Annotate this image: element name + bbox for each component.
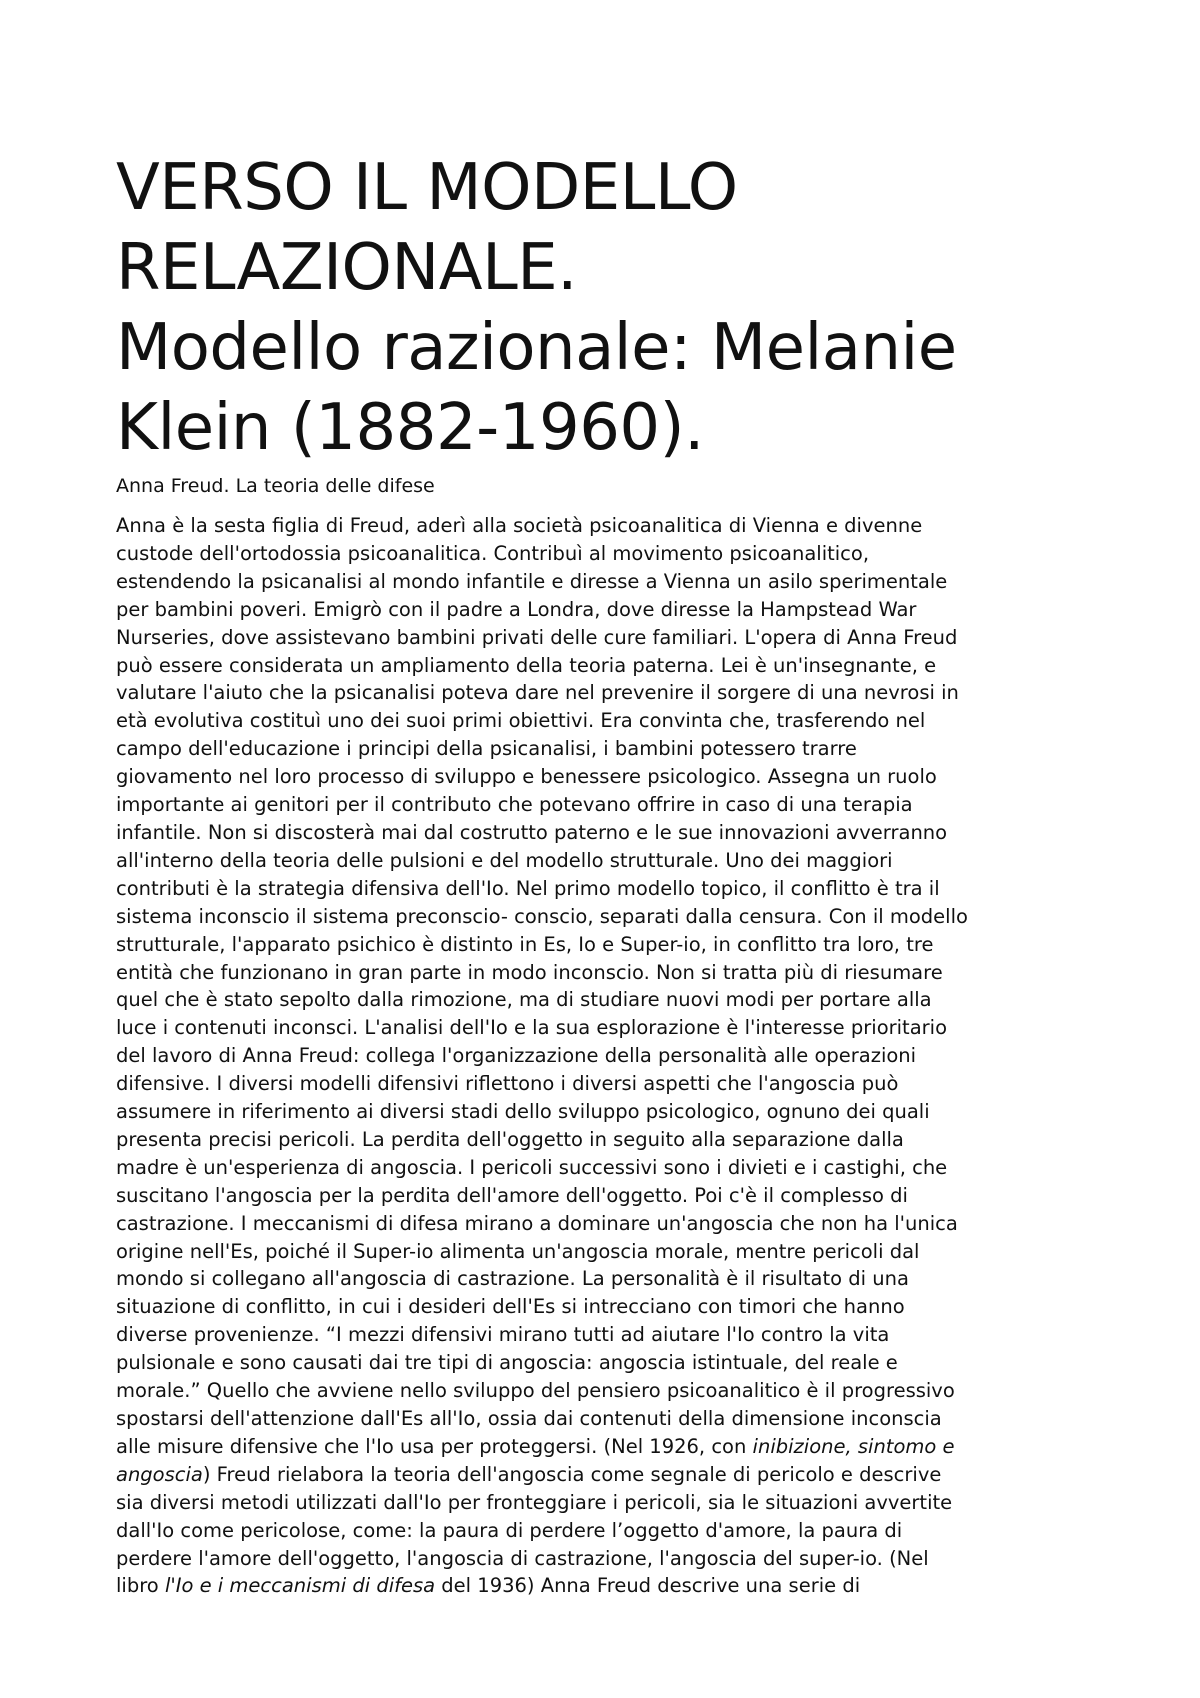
text-run: origine nell'Es, poiché il Super-io alimenta un'angoscia morale, mentre pericoli dal [116,1239,920,1263]
text-run: pulsionale e sono causati dai tre tipi di angoscia: angoscia istintuale, del reale e [116,1351,898,1375]
text-line [116,1293,1102,1321]
text-line [116,1126,1102,1154]
text-run: entità che funzionano in gran parte in modo inconscio. Non si tratta più di riesumare [116,960,943,984]
text-line [116,1014,1102,1042]
text-line [116,1517,1102,1545]
text-line [116,1461,1102,1489]
text-run: Anna è la sesta figlia di Freud, aderì alla società psicoanalitica di Vienna e divenne [116,514,923,537]
text-line [116,1182,1102,1210]
text-line [116,1070,1102,1098]
text-line [116,707,1102,735]
text-run: Nurseries, dove assistevano bambini privati delle cure familiari. L'opera di Anna Freud [116,625,958,649]
text-line [116,1210,1102,1238]
text-line [116,735,1102,763]
text-run: morale.” Quello che avviene nello sviluppo del pensiero psicoanalitico è il progressivo [116,1379,955,1403]
text-line [116,540,1102,568]
text-run: ) Freud rielabora la teoria dell'angoscia come segnale di pericolo e descrive [202,1462,942,1486]
body-paragraph [116,512,1102,1600]
text-run: contributi è la strategia difensiva dell'Io. Nel primo modello topico, il conflitto è tra il [116,876,940,900]
text-run: età evolutiva costituì uno dei suoi primi obiettivi. Era convinta che, trasferendo nel [116,709,926,733]
text-line [116,1154,1102,1182]
text-line [116,875,1102,903]
text-run: infantile. Non si discosterà mai dal costrutto paterno e le sue innovazioni avverranno [116,820,948,844]
text-run: castrazione. I meccanismi di difesa mirano a dominare un'angoscia che non ha l'unica [116,1211,958,1235]
text-line [116,1572,1102,1600]
text-line [116,1321,1102,1349]
text-line [116,986,1102,1014]
text-run: giovamento nel loro processo di sviluppo e benessere psicologico. Assegna un ruolo [116,765,937,789]
text-run: libro [116,1574,165,1598]
title-line: VERSO IL MODELLO [116,151,738,225]
text-line [116,819,1102,847]
italic-text-run: angoscia [116,1462,203,1486]
text-line [116,1238,1102,1266]
text-run: quel che è stato sepolto dalla rimozione, ma di studiare nuovi modi per portare alla [116,988,932,1012]
text-line [116,791,1102,819]
text-line [116,1349,1102,1377]
text-run: presenta precisi pericoli. La perdita dell'oggetto in seguito alla separazione dalla [116,1127,904,1151]
text-line [116,1042,1102,1070]
text-line [116,1405,1102,1433]
italic-text-run: inibizione, sintomo e [752,1434,955,1458]
text-run: importante ai genitori per il contributo che potevano offrire in caso di una terapia [116,793,913,817]
text-line [116,959,1102,987]
text-run: difensive. I diversi modelli difensivi riflettono i diversi aspetti che l'angoscia può [116,1072,899,1096]
text-line [116,624,1102,652]
text-run: può essere considerata un ampliamento della teoria paterna. Lei è un'insegnante, e [116,653,937,677]
text-run: diverse provenienze. “I mezzi difensivi mirano tutti ad aiutare l'Io contro la vita [116,1323,890,1347]
text-line [116,1545,1102,1573]
title-line: RELAZIONALE. [116,231,577,305]
text-line [116,931,1102,959]
text-line [116,1433,1102,1461]
text-line [116,847,1102,875]
text-run: all'interno della teoria delle pulsioni e del modello strutturale. Uno dei maggiori [116,848,893,872]
document-title [116,148,1102,468]
text-line [116,596,1102,624]
text-run: sistema inconscio il sistema preconscio- conscio, separati dalla censura. Con il modello [116,904,968,928]
document-page [116,148,1102,1600]
text-run: per bambini poveri. Emigrò con il padre a Londra, dove diresse la Hampstead War [116,597,917,621]
text-run: del 1936) Anna Freud descrive una serie di [435,1574,861,1598]
text-line [116,679,1102,707]
text-run: del lavoro di Anna Freud: collega l'organizzazione della personalità alle operazioni [116,1044,917,1068]
text-line [116,1489,1102,1517]
text-run: luce i contenuti inconsci. L'analisi dell'Io e la sua esplorazione è l'interesse prioritario [116,1016,948,1040]
text-line [116,1377,1102,1405]
text-line [116,512,1102,540]
text-line [116,903,1102,931]
text-line [116,568,1102,596]
text-run: dall'Io come pericolose, come: la paura di perdere l’oggetto d'amore, la paura di [116,1518,903,1542]
text-run: spostarsi dell'attenzione dall'Es all'Io, ossia dai contenuti della dimensione inconscia [116,1407,942,1430]
text-line [116,1265,1102,1293]
text-run: suscitano l'angoscia per la perdita dell'amore dell'oggetto. Poi c'è il complesso di [116,1183,908,1207]
text-run: sia diversi metodi utilizzati dall'Io per fronteggiare i pericoli, sia le situazioni avvertite [116,1490,953,1514]
text-run: mondo si collegano all'angoscia di castrazione. La personalità è il risultato di una [116,1267,909,1291]
text-run: estendendo la psicanalisi al mondo infantile e diresse a Vienna un asilo sperimentale [116,569,948,593]
text-run: assumere in riferimento ai diversi stadi dello sviluppo psicologico, ognuno dei quali [116,1100,930,1124]
section-subtitle: Anna Freud. La teoria delle difese [116,475,435,497]
text-run: custode dell'ortodossia psicoanalitica. Contribuì al movimento psicoanalitico, [116,541,870,565]
text-run: situazione di conflitto, in cui i desideri dell'Es si intrecciano con timori che hanno [116,1295,905,1319]
text-run: strutturale, l'apparato psichico è distinto in Es, Io e Super-io, in conflitto tra loro, tre [116,932,934,956]
title-line: Modello razionale: Melanie [116,311,957,385]
text-run: campo dell'educazione i principi della psicanalisi, i bambini potessero trarre [116,737,857,761]
title-line: Klein (1882-1960). [116,391,704,465]
text-line [116,652,1102,680]
italic-text-run: l'Io e i meccanismi di difesa [164,1574,436,1598]
text-run: valutare l'aiuto che la psicanalisi poteva dare nel prevenire il sorgere di una nevrosi in [116,681,959,705]
text-line [116,1098,1102,1126]
text-line [116,763,1102,791]
text-run: madre è un'esperienza di angoscia. I pericoli successivi sono i divieti e i castighi, che [116,1155,948,1179]
text-run: perdere l'amore dell'oggetto, l'angoscia di castrazione, l'angoscia del super-io. (Nel [116,1546,929,1570]
text-run: alle misure difensive che l'Io usa per proteggersi. (Nel 1926, con [116,1434,753,1458]
